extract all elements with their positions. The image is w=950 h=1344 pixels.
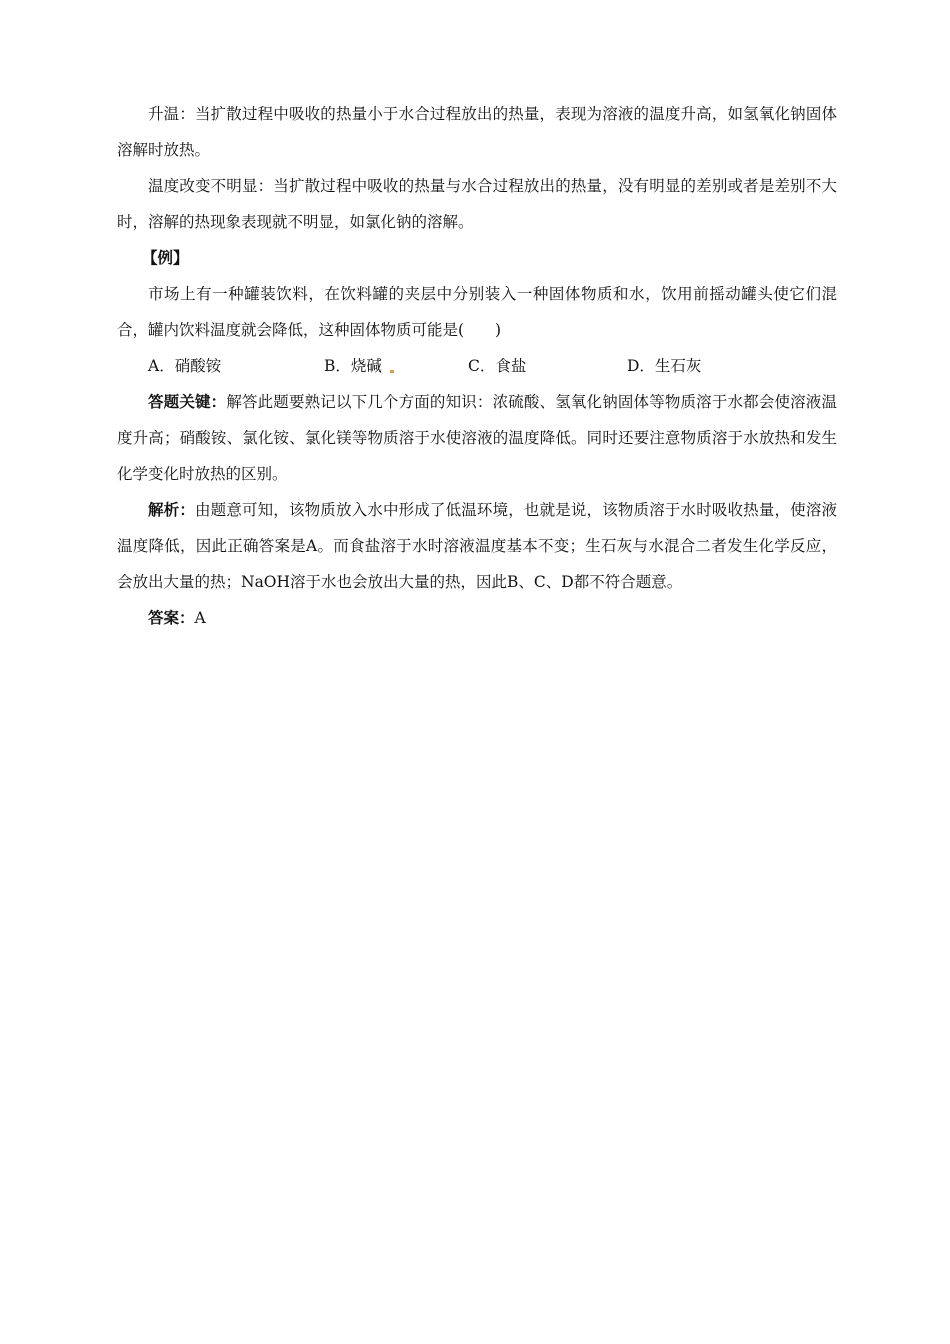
option-list	[117, 348, 837, 384]
analysis-label: 解析：	[148, 500, 195, 519]
answer-key-text: 解答此题要熟记以下几个方面的知识：浓硫酸、氢氧化钠固体等物质溶于水都会使溶液温度升高；硝酸铵、氯化铵、氯化镁等物质溶于水使溶液的温度降低。同时还要注意物质溶于水放热和发生化学变化时放热的区别。	[117, 393, 837, 483]
edit-mark	[390, 370, 394, 373]
example-tag: 【例】	[142, 248, 189, 267]
paragraph-heat-rise: 升温：当扩散过程中吸收的热量小于水合过程放出的热量，表现为溶液的温度升高，如氢氧化钠固体溶解时放热。	[117, 105, 837, 159]
answer-key-paragraph	[117, 384, 837, 492]
option-b	[324, 348, 468, 384]
answer-label: 答案：	[148, 608, 195, 627]
answer-text: A	[194, 609, 206, 627]
paragraph-heat-neutral: 温度改变不明显：当扩散过程中吸收的热量与水合过程放出的热量，没有明显的差别或者是差别不大时，溶解的热现象表现就不明显，如氯化钠的溶解。	[117, 177, 837, 231]
example-question: 市场上有一种罐装饮料，在饮料罐的夹层中分别装入一种固体物质和水，饮用前摇动罐头使它们混合，罐内饮料温度就会降低，这种固体物质可能是( )	[117, 285, 837, 339]
document-page	[117, 96, 837, 636]
option-d: D．生石灰	[627, 357, 702, 375]
option-c: C．食盐	[468, 357, 527, 375]
analysis-paragraph	[117, 492, 837, 600]
option-b-label: B．烧碱	[324, 357, 382, 375]
option-a: A．硝酸铵	[148, 357, 222, 375]
analysis-text: 由题意可知，该物质放入水中形成了低温环境，也就是说，该物质溶于水时吸收热量，使溶液温度降低，因此正确答案是A。而食盐溶于水时溶液温度基本不变；生石灰与水混合二者发生化学反应，会放出大量的热；NaOH溶于水也会放出大量的热，因此B、C、D都不符合题意。	[117, 501, 837, 591]
answer-key-label: 答题关键：	[148, 392, 227, 411]
answer-paragraph	[117, 600, 837, 636]
